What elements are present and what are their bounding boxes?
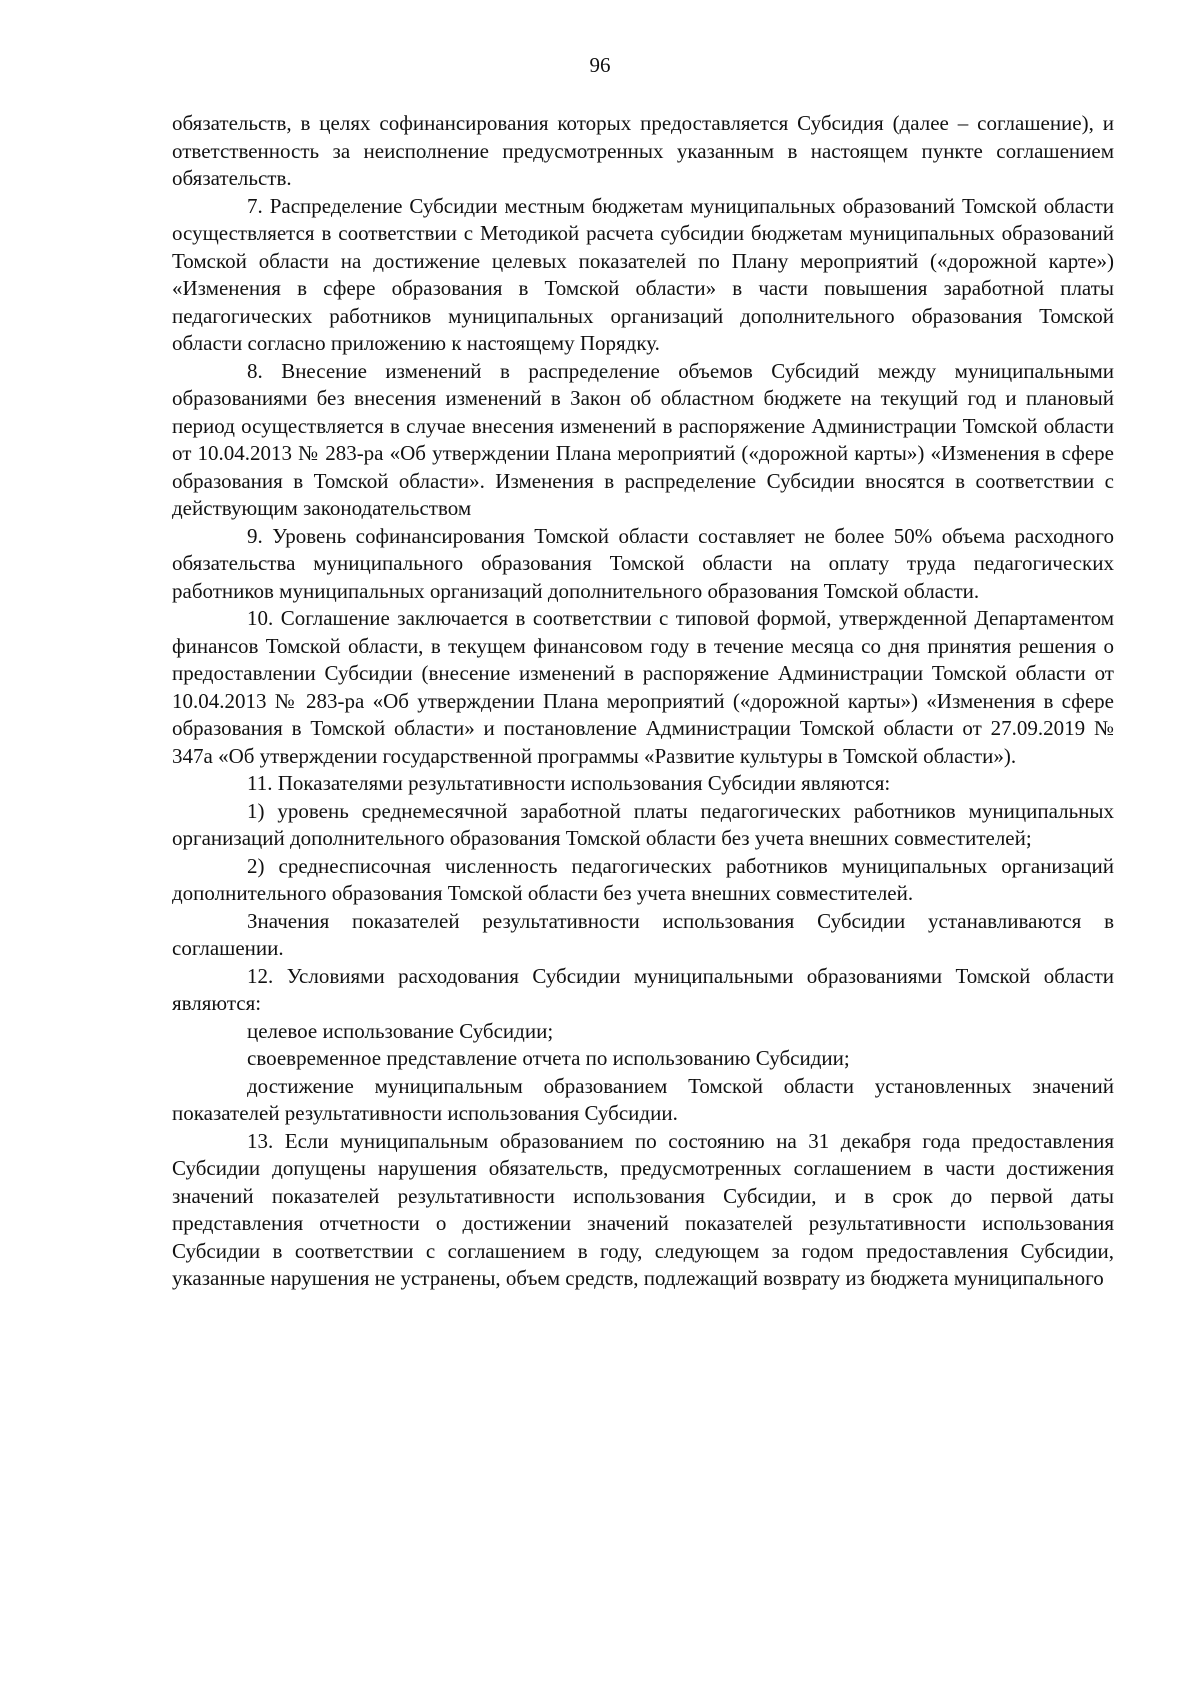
- document-body: [172, 110, 1114, 1293]
- paragraph-7: 7. Распределение Субсидии местным бюджетам муниципальных образований Томской области осуществляется в соответствии с Методикой расчета субсидии бюджетам муниципальных образований Томской области на достижение целевых показателей по Плану мероприятий («дорожной карте») «Изменения в сфере образования в Томской области» в части повышения заработной платы педагогических работников муниципальных организаций дополнительного образования Томской области согласно приложению к настоящему Порядку.: [172, 193, 1114, 355]
- paragraph-9: 9. Уровень софинансирования Томской области составляет не более 50% объема расходного обязательства муниципального образования Томской области на оплату труда педагогических работников муниципальных организаций дополнительного образования Томской области.: [172, 523, 1114, 603]
- paragraph-12-condition-3: достижение муниципальным образованием Томской области установленных значений показателей результативности использования Субсидии.: [172, 1073, 1114, 1125]
- paragraph-12-condition-1: целевое использование Субсидии;: [247, 1018, 554, 1043]
- paragraph-11: 11. Показателями результативности использования Субсидии являются:: [247, 771, 891, 795]
- paragraph-10: 10. Соглашение заключается в соответствии с типовой формой, утвержденной Департаментом финансов Томской области, в текущем финансовом году в течение месяца со дня принятия решения о предоставлении Субсидии (внесение изменений в распоряжение Администрации Томской области от 10.04.2013 № 283-ра «Об утверждении Плана мероприятий («дорожной карты») «Изменения в сфере образования в Томской области» и постановление Администрации Томской области от 27.09.2019 № 347а «Об утверждении государственной программы «Развитие культуры в Томской области»).: [172, 606, 1114, 768]
- paragraph-12: 12. Условиями расходования Субсидии муниципальными образованиями Томской области являются:: [172, 963, 1114, 1015]
- paragraph-13: 13. Если муниципальным образованием по состоянию на 31 декабря года предоставления Субсидии допущены нарушения обязательств, предусмотренных соглашением в части достижения значений показателей результативности использования Субсидии, и в срок до первой даты представления отчетности о достижении значений показателей результативности использования Субсидии в соответствии с соглашением в году, следующем за годом предоставления Субсидии, указанные нарушения не устранены, объем средств, подлежащий возврату из бюджета муниципального: [172, 1128, 1114, 1290]
- paragraph-11-item-2: 2) среднесписочная численность педагогических работников муниципальных организаций дополнительного образования Томской области без учета внешних совместителей.: [172, 853, 1114, 905]
- paragraph-12-condition-2: своевременное представление отчета по использованию Субсидии;: [247, 1046, 850, 1070]
- paragraph-continuation: обязательств, в целях софинансирования которых предоставляется Субсидия (далее – соглашение), и ответственность за неисполнение предусмотренных указанным в настоящем пункте соглашением обязательств.: [172, 111, 1114, 190]
- page-number: 96: [589, 53, 611, 77]
- paragraph-8: 8. Внесение изменений в распределение объемов Субсидий между муниципальными образованиями без внесения изменений в Закон об областном бюджете на текущий год и плановый период осуществляется в случае внесения изменений в распоряжение Администрации Томской области от 10.04.2013 № 283-ра «Об утверждении Плана мероприятий («дорожной карты») «Изменения в сфере образования в Томской области». Изменения в распределение Субсидии вносятся в соответствии с действующим законодательством: [172, 358, 1114, 520]
- paragraph-11-values: Значения показателей результативности использования Субсидии устанавливаются в соглашении.: [172, 908, 1114, 960]
- paragraph-11-item-1: 1) уровень среднемесячной заработной платы педагогических работников муниципальных организаций дополнительного образования Томской области без учета внешних совместителей;: [172, 798, 1114, 850]
